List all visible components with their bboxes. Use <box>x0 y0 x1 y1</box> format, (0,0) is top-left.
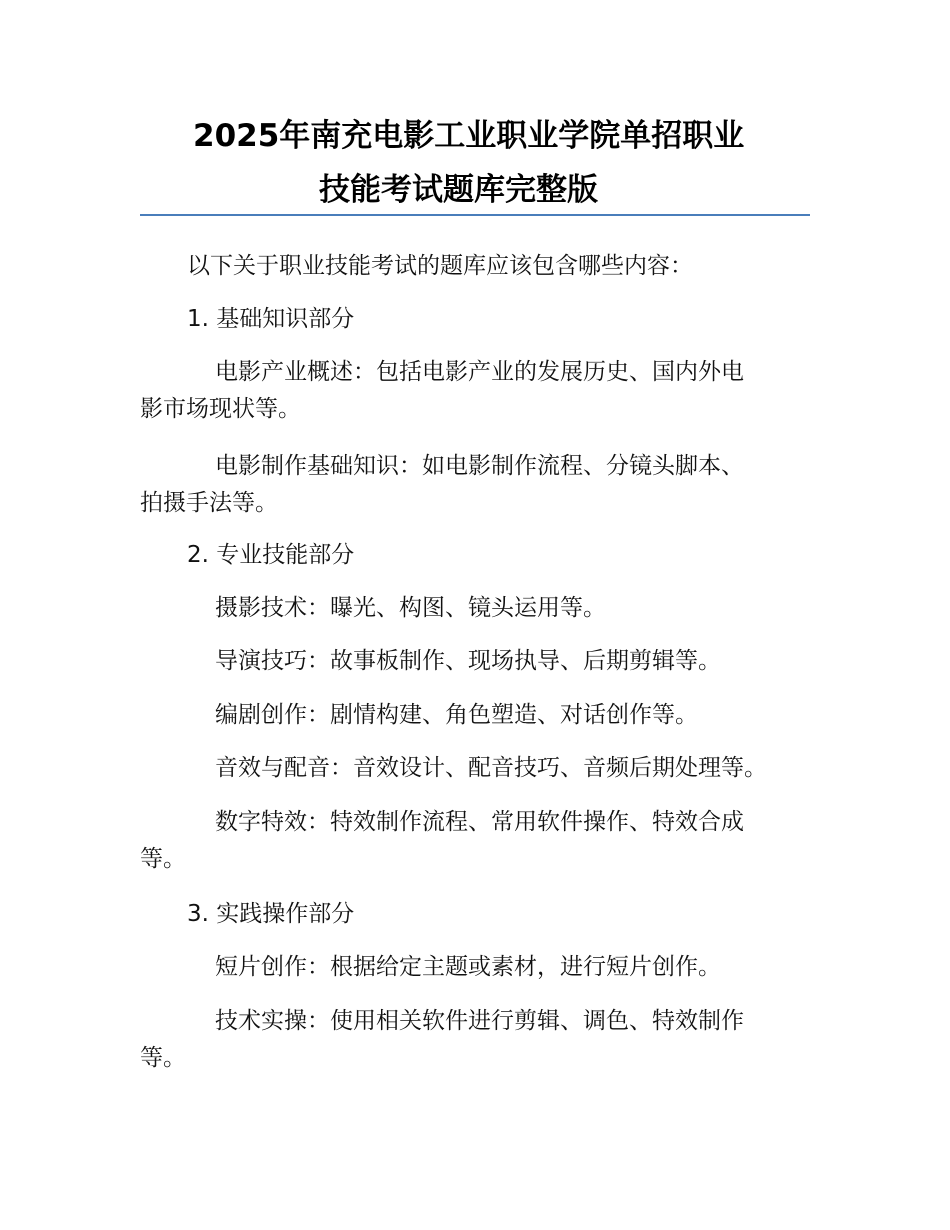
section-2-item-1: 摄影技术：曝光、构图、镜头运用等。 <box>215 595 606 621</box>
section-2-heading: 2. 专业技能部分 <box>187 542 355 568</box>
section-1-item-1-line-2: 影市场现状等。 <box>140 396 301 422</box>
section-1-item-2-line-2: 拍摄手法等。 <box>140 490 278 516</box>
document-title-line-2: 技能考试题库完整版 <box>319 172 598 208</box>
section-2-item-5-line-2: 等。 <box>140 846 186 872</box>
section-1-heading: 1. 基础知识部分 <box>187 306 355 332</box>
section-3-item-2-line-1: 技术实操：使用相关软件进行剪辑、调色、特效制作 <box>215 1008 744 1034</box>
section-3-item-2-line-2: 等。 <box>140 1045 186 1071</box>
section-1-item-1-line-1: 电影产业概述：包括电影产业的发展历史、国内外电 <box>215 359 744 385</box>
section-2-item-3: 编剧创作：剧情构建、角色塑造、对话创作等。 <box>215 702 698 728</box>
title-underline-rule <box>140 214 810 216</box>
section-2-item-5-line-1: 数字特效：特效制作流程、常用软件操作、特效合成 <box>215 809 744 835</box>
section-1-item-2-line-1: 电影制作基础知识：如电影制作流程、分镜头脚本、 <box>215 453 744 479</box>
intro-paragraph: 以下关于职业技能考试的题库应该包含哪些内容： <box>187 253 693 279</box>
document-title-line-1: 2025年南充电影工业职业学院单招职业 <box>193 118 745 154</box>
section-2-item-4: 音效与配音：音效设计、配音技巧、音频后期处理等。 <box>215 755 767 781</box>
section-3-heading: 3. 实践操作部分 <box>187 901 355 927</box>
section-3-item-1: 短片创作：根据给定主题或素材，进行短片创作。 <box>215 954 721 980</box>
section-2-item-2: 导演技巧：故事板制作、现场执导、后期剪辑等。 <box>215 648 721 674</box>
